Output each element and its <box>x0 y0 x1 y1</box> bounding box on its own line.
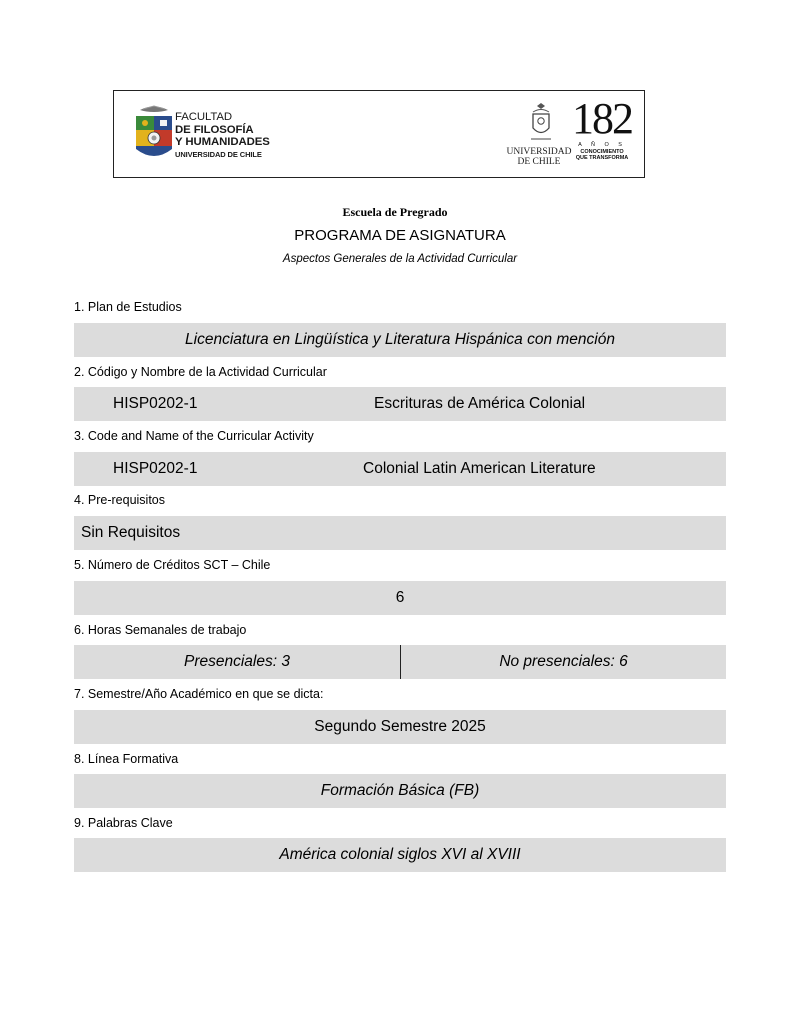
activity-code-name-field <box>74 387 726 421</box>
keywords-field <box>74 838 726 872</box>
university-line-2: DE CHILE <box>517 157 561 167</box>
remote-hours: No presenciales: 6 <box>499 653 628 670</box>
weekly-hours-field <box>74 645 726 679</box>
study-plan-value: Licenciatura en Lingüística y Literatura Hispánica con mención <box>185 331 615 348</box>
training-line-field <box>74 774 726 808</box>
document-title: PROGRAMA DE ASIGNATURA <box>294 227 506 244</box>
anniversary-line-2: CONOCIMIENTO <box>580 148 624 155</box>
document-subtitle: Aspectos Generales de la Actividad Curricular <box>282 253 518 265</box>
semester-field <box>74 710 726 744</box>
section-7-label: 7. Semestre/Año Académico en que se dicta: <box>74 687 324 701</box>
activity-code-name-en-field <box>74 452 726 486</box>
anniversary-tagline <box>574 142 630 162</box>
section-5-label: 5. Número de Créditos SCT – Chile <box>74 558 271 572</box>
semester-value: Segundo Semestre 2025 <box>314 718 486 735</box>
prerequisites-value: Sin Requisitos <box>81 524 181 541</box>
anniversary-number: 182 <box>572 94 632 143</box>
activity-name: Escrituras de América Colonial <box>374 395 586 412</box>
activity-code-en: HISP0202-1 <box>113 460 198 477</box>
faculty-line-2: DE FILOSOFÍA <box>175 123 254 136</box>
prerequisites-field <box>74 516 726 550</box>
header-logo-box <box>113 90 645 178</box>
faculty-line-1: FACULTAD <box>175 111 233 123</box>
credits-value: 6 <box>395 589 405 606</box>
section-2-label: 2. Código y Nombre de la Actividad Curricular <box>74 365 327 379</box>
school-heading: Escuela de Pregrado <box>342 205 448 219</box>
credits-field <box>74 581 726 615</box>
anniversary-line-3: QUE TRANSFORMA <box>575 155 629 161</box>
section-8-label: 8. Línea Formativa <box>74 752 179 766</box>
training-line-value: Formación Básica (FB) <box>320 782 480 799</box>
university-line-1: UNIVERSIDAD <box>506 147 572 157</box>
section-3-label: 3. Code and Name of the Curricular Activity <box>74 429 314 443</box>
activity-code: HISP0202-1 <box>113 395 198 412</box>
anniversary-line-1: A Ñ O S <box>578 142 626 148</box>
faculty-shield-icon <box>134 105 174 163</box>
section-9-label: 9. Palabras Clave <box>74 816 173 830</box>
university-seal-icon <box>527 103 555 141</box>
faculty-name <box>175 111 270 160</box>
faculty-line-4: UNIVERSIDAD DE CHILE <box>175 149 262 159</box>
study-plan-field <box>74 323 726 357</box>
section-1-label: 1. Plan de Estudios <box>74 300 182 314</box>
faculty-line-3: Y HUMANIDADES <box>175 136 270 148</box>
section-6-label: 6. Horas Semanales de trabajo <box>74 623 247 637</box>
keywords-value: América colonial siglos XVI al XVIII <box>279 846 521 863</box>
in-person-hours: Presenciales: 3 <box>184 653 290 670</box>
university-name <box>505 147 573 167</box>
section-4-label: 4. Pre-requisitos <box>74 493 166 507</box>
activity-name-en: Colonial Latin American Literature <box>363 460 596 477</box>
